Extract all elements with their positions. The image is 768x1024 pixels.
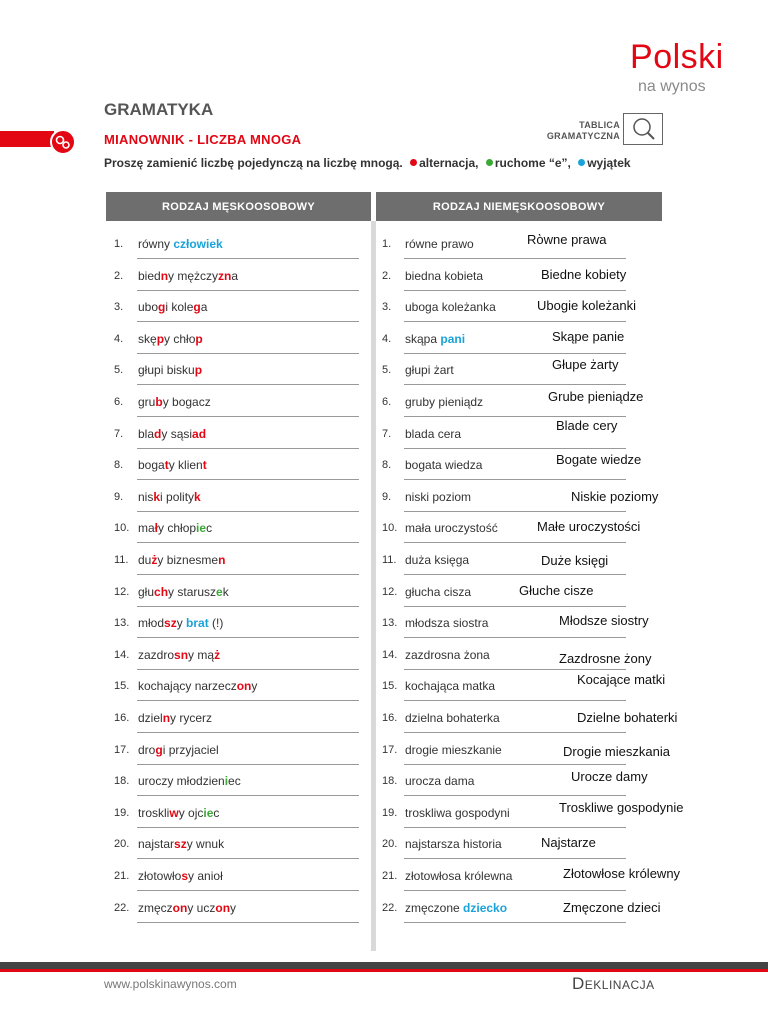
answer-line-right[interactable] (404, 384, 626, 385)
non-masculine-phrase: młodsza siostra (405, 616, 489, 631)
item-number: 8. (114, 459, 124, 472)
answer-line-left[interactable] (137, 542, 359, 543)
magnifier-icon (623, 113, 663, 145)
answer-line-left[interactable] (137, 448, 359, 449)
answer-line-left[interactable] (137, 384, 359, 385)
item-number: 18. (382, 775, 398, 788)
masculine-phrase: gruby bogacz (138, 395, 211, 409)
masculine-phrase: biedny mężczyzna (138, 268, 239, 283)
handwritten-answer: Grube pieniądze (548, 389, 644, 404)
masculine-phrase: dzielny rycerz (138, 711, 213, 725)
section-subtitle: MIANOWNIK - LICZBA MNOGA (104, 132, 302, 147)
item-number: 7. (382, 427, 392, 440)
answer-line-left[interactable] (137, 290, 359, 291)
non-masculine-phrase: głucha cisza (405, 584, 472, 599)
answer-line-right[interactable] (404, 353, 626, 354)
item-number: 14. (114, 648, 130, 661)
answer-line-right[interactable] (404, 827, 626, 828)
masculine-phrase: ubogi kolega (138, 300, 208, 315)
legend-dot-blue (578, 159, 585, 166)
masculine-phrase: równy człowiek (138, 237, 223, 251)
item-number: 10. (114, 522, 130, 535)
non-masculine-phrase: uboga koleżanka (405, 300, 496, 315)
masculine-phrase: bogaty klient (138, 458, 207, 473)
item-number: 8. (382, 459, 392, 472)
item-number: 11. (114, 554, 129, 566)
non-masculine-phrase: równe prawo (405, 237, 474, 251)
page-title: GRAMATYKA (104, 100, 214, 119)
handwritten-answer: Dzielne bohaterki (577, 710, 678, 725)
answer-line-right[interactable] (404, 542, 626, 543)
footer-url[interactable]: www.polskinawynos.com (104, 977, 237, 991)
gears-icon (50, 129, 76, 155)
footer-accent-line (0, 969, 768, 972)
handwritten-answer: Głupe żarty (552, 357, 619, 373)
answer-line-left[interactable] (137, 258, 359, 259)
handwritten-answer: Urocze damy (571, 769, 648, 785)
non-masculine-phrase: duża księga (405, 553, 470, 567)
masculine-phrase: troskliwy ojciec (138, 805, 220, 820)
item-number: 9. (114, 490, 124, 503)
answer-line-right[interactable] (404, 700, 626, 701)
item-number: 13. (382, 617, 398, 630)
column-divider (371, 221, 376, 951)
masculine-phrase: drogi przyjaciel (138, 742, 219, 757)
item-number: 14. (382, 648, 398, 661)
non-masculine-phrase: niski poziom (405, 489, 472, 504)
non-masculine-phrase: dzielna bohaterka (405, 711, 500, 725)
item-number: 12. (382, 585, 398, 598)
answer-line-left[interactable] (137, 669, 359, 670)
answer-line-right[interactable] (404, 922, 626, 923)
answer-line-left[interactable] (137, 890, 359, 891)
answer-line-left[interactable] (137, 700, 359, 701)
masculine-phrase: złotowłosy anioł (138, 869, 223, 883)
answer-line-left[interactable] (137, 764, 359, 765)
legend-dot-red (410, 159, 417, 166)
item-number: 19. (114, 806, 130, 819)
legend-dot-green (486, 159, 493, 166)
item-number: 21. (114, 870, 130, 882)
non-masculine-phrase: zazdrosna żona (405, 647, 490, 662)
item-number: 22. (114, 901, 130, 914)
non-masculine-phrase: głupi żart (405, 363, 454, 378)
item-number: 5. (382, 364, 392, 377)
instruction: Proszę zamienić liczbę pojedynczą na liczbę mnogą. alternacja, ruchome “e”, wyjątek (104, 156, 631, 170)
handwritten-answer: Blade cery (556, 417, 618, 433)
masculine-phrase: niski polityk (138, 489, 201, 504)
footer-bar (0, 962, 768, 969)
item-number: 21. (382, 870, 398, 882)
answer-line-right[interactable] (404, 479, 626, 480)
answer-line-left[interactable] (137, 606, 359, 607)
column-header-non-masculine: RODZAJ NIEMĘSKOOSOBOWY (376, 192, 662, 221)
item-number: 6. (382, 396, 392, 408)
masculine-phrase: zmęczony uczony (138, 900, 237, 915)
answer-line-left[interactable] (137, 321, 359, 322)
handwritten-answer: Troskliwe gospodynie (559, 799, 684, 815)
item-number: 16. (114, 712, 130, 724)
handwritten-answer: Bogate wiedze (556, 452, 642, 468)
answer-line-left[interactable] (137, 353, 359, 354)
item-number: 10. (382, 522, 398, 535)
non-masculine-phrase: złotowłosa królewna (405, 869, 513, 883)
handwritten-answer: Niskie poziomy (571, 488, 659, 504)
masculine-phrase: skępy chłop (138, 331, 203, 346)
footer-section: Deklinacja (572, 974, 655, 993)
non-masculine-phrase: bogata wiedza (405, 458, 483, 473)
item-number: 7. (114, 427, 124, 440)
brand-tagline: na wynos (638, 78, 706, 95)
masculine-phrase: kochający narzeczony (138, 679, 258, 694)
answer-line-right[interactable] (404, 637, 626, 638)
answer-line-right[interactable] (404, 606, 626, 607)
handwritten-answer: Złotowłose królewny (563, 866, 681, 881)
item-number: 18. (114, 775, 130, 788)
non-masculine-phrase: gruby pieniądz (405, 395, 484, 409)
masculine-phrase: uroczy młodzieniec (138, 774, 241, 789)
item-number: 12. (114, 585, 130, 598)
item-number: 17. (114, 743, 130, 756)
answer-line-right[interactable] (404, 858, 626, 859)
answer-line-right[interactable] (404, 795, 626, 796)
handwritten-answer: Zazdrosne żony (559, 650, 652, 666)
masculine-phrase: blady sąsiad (138, 426, 207, 441)
masculine-phrase: najstarszy wnuk (138, 837, 225, 852)
answer-line-left[interactable] (137, 479, 359, 480)
non-masculine-phrase: troskliwa gospodyni (405, 805, 510, 820)
column-header-masculine: RODZAJ MĘSKOOSOBOWY (106, 192, 371, 221)
answer-line-left[interactable] (137, 574, 359, 575)
answer-line-right[interactable] (404, 732, 626, 733)
non-masculine-phrase: skąpa pani (405, 331, 466, 346)
non-masculine-phrase: zmęczone dziecko (405, 900, 508, 915)
item-number: 4. (114, 332, 124, 345)
answer-line-left[interactable] (137, 732, 359, 733)
item-number: 20. (114, 838, 130, 851)
non-masculine-phrase: kochająca matka (405, 679, 496, 694)
item-number: 1. (382, 238, 392, 250)
item-number: 9. (382, 490, 392, 503)
answer-line-right[interactable] (404, 574, 626, 575)
item-number: 2. (382, 269, 392, 282)
answer-line-left[interactable] (137, 795, 359, 796)
non-masculine-phrase: urocza dama (405, 774, 475, 789)
grammar-table-label: TABLICA GRAMATYCZNA (546, 120, 620, 141)
answer-line-right[interactable] (404, 448, 626, 449)
item-number: 3. (382, 301, 392, 314)
masculine-phrase: mały chłopiec (138, 521, 213, 536)
answer-line-right[interactable] (404, 511, 626, 512)
answer-line-left[interactable] (137, 511, 359, 512)
item-number: 4. (382, 332, 392, 345)
answer-line-right[interactable] (404, 321, 626, 322)
non-masculine-phrase: biedna kobieta (405, 268, 484, 283)
handwritten-answer: Duże księgi (541, 553, 609, 568)
handwritten-answer: Kocające matki (577, 672, 666, 688)
accent-bar (0, 131, 54, 147)
handwritten-answer: Drogie mieszkania (563, 743, 670, 759)
item-number: 19. (382, 806, 398, 819)
non-masculine-phrase: blada cera (405, 426, 462, 441)
masculine-phrase: zazdrosny mąż (138, 647, 221, 662)
item-number: 1. (114, 238, 124, 250)
answer-line-right[interactable] (404, 258, 626, 259)
item-number: 2. (114, 269, 124, 282)
brand-logo: Polski na wynos (630, 38, 724, 95)
answer-line-right[interactable] (404, 290, 626, 291)
handwritten-answer: Rὸwne prawa (527, 232, 607, 247)
handwritten-answer: Zmęczone dzieci (563, 899, 661, 915)
non-masculine-phrase: mała uroczystość (405, 521, 498, 536)
item-number: 6. (114, 396, 124, 408)
item-number: 5. (114, 364, 124, 377)
answer-line-right[interactable] (404, 890, 626, 891)
item-number: 15. (382, 680, 398, 693)
item-number: 16. (382, 712, 398, 724)
answer-line-left[interactable] (137, 827, 359, 828)
answer-line-left[interactable] (137, 858, 359, 859)
handwritten-answer: Ubogie koleżanki (537, 298, 637, 314)
item-number: 17. (382, 743, 398, 756)
answer-line-left[interactable] (137, 922, 359, 923)
masculine-phrase: młodszy brat (!) (138, 616, 224, 631)
answer-line-left[interactable] (137, 637, 359, 638)
item-number: 11. (382, 554, 397, 566)
answer-line-right[interactable] (404, 764, 626, 765)
answer-line-right[interactable] (404, 669, 626, 670)
non-masculine-phrase: najstarsza historia (405, 837, 502, 852)
item-number: 20. (382, 838, 398, 851)
handwritten-answer: Skąpe panie (552, 328, 625, 344)
non-masculine-phrase: drogie mieszkanie (405, 742, 502, 757)
masculine-phrase: głupi biskup (138, 363, 203, 378)
masculine-phrase: głuchy staruszek (138, 584, 229, 599)
handwritten-answer: Biedne kobiety (541, 266, 627, 282)
handwritten-answer: Młodsze siostry (559, 613, 649, 629)
handwritten-answer: Małe uroczystości (537, 519, 641, 535)
item-number: 3. (114, 301, 124, 314)
item-number: 15. (114, 680, 130, 693)
handwritten-answer: Głuche cisze (519, 582, 594, 598)
masculine-phrase: duży biznesmen (138, 553, 226, 567)
item-number: 13. (114, 617, 130, 630)
handwritten-answer: Najstarze (541, 835, 596, 851)
answer-line-left[interactable] (137, 416, 359, 417)
item-number: 22. (382, 901, 398, 914)
